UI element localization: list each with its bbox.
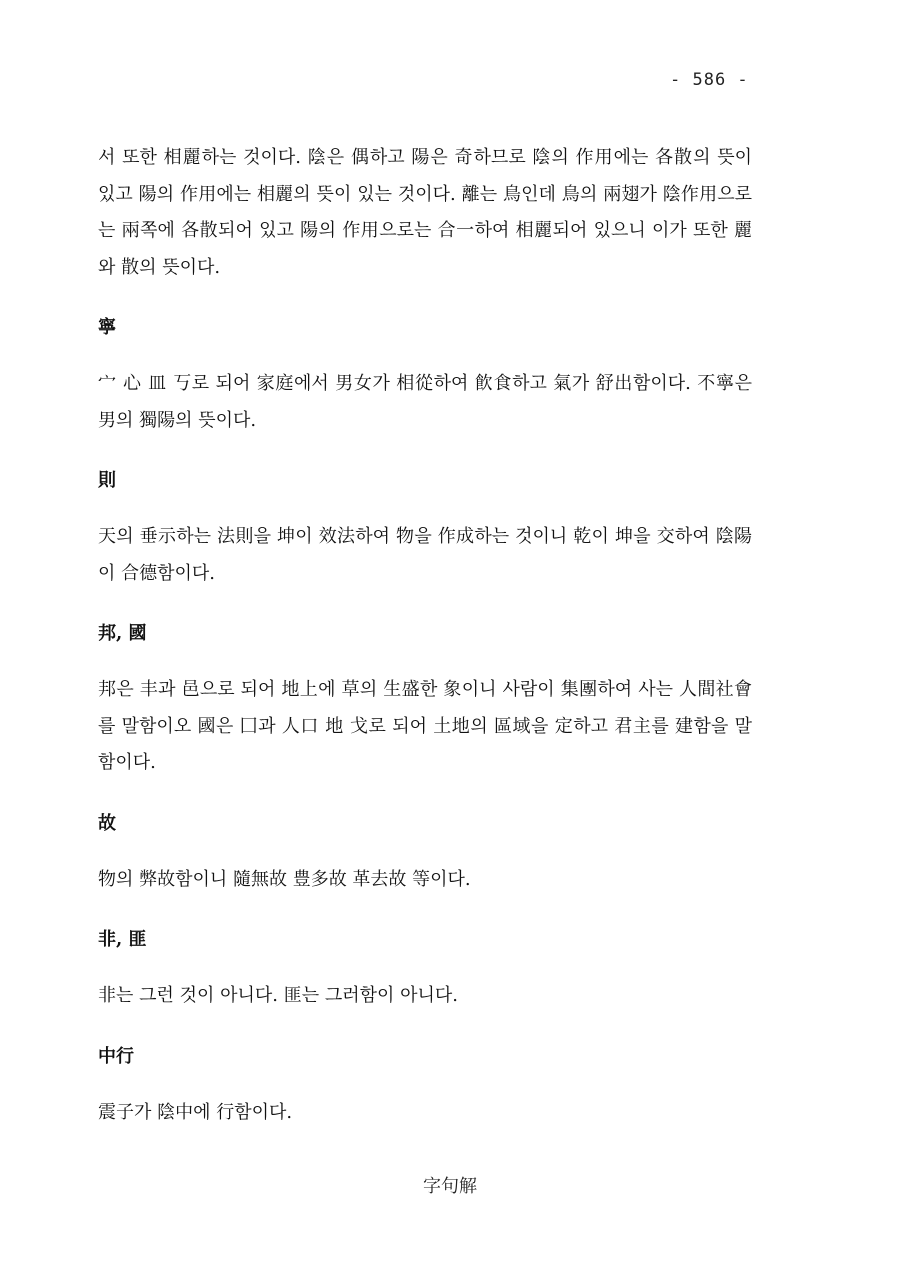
entry-heading: 故 xyxy=(98,812,116,834)
entry-body: 天의 垂示하는 法則을 坤이 效法하여 物을 作成하는 것이니 乾이 坤을 交하여 陰陽이 合德함이다. xyxy=(98,526,752,584)
entry-nyeong xyxy=(98,310,752,439)
entry-body: 物의 弊故함이니 隨無故 豊多故 革去故 等이다. xyxy=(98,868,471,890)
page-footer-title: 字句解 xyxy=(423,1176,477,1197)
entry-heading: 則 xyxy=(98,470,116,491)
entry-heading: 中行 xyxy=(98,1045,134,1067)
intro-paragraph: 서 또한 相麗하는 것이다. 陰은 偶하고 陽은 奇하므로 陰의 作用에는 各散의 뜻이 있고 陽의 作用에는 相麗의 뜻이 있는 것이다. 離는 鳥인데 鳥의 兩翅가 陰作用으로는 兩쪽에 各散되어 있고 陽의 作用으로는 合一하여 相麗되어 있으니 이가 또한 麗와 散의 뜻이다. xyxy=(98,147,752,278)
entry-heading: 非, 匪 xyxy=(98,929,147,950)
entry-body: 震子가 陰中에 行함이다. xyxy=(98,1101,293,1123)
entry-body: 宀 心 皿 丂로 되어 家庭에서 男女가 相從하여 飮食하고 氣가 舒出함이다. 不寧은 男의 獨陽의 뜻이다. xyxy=(98,373,752,431)
page-number: - 586 - xyxy=(670,70,749,90)
entry-go xyxy=(98,806,752,899)
entry-chik xyxy=(98,463,752,592)
entry-bang-guk xyxy=(98,616,752,782)
entry-junghaeng xyxy=(98,1039,752,1132)
entry-body: 非는 그런 것이 아니다. 匪는 그러함이 아니다. xyxy=(98,985,458,1006)
entry-heading: 邦, 國 xyxy=(98,623,147,644)
page-content xyxy=(98,140,752,1131)
entry-body: 邦은 丰과 邑으로 되어 地上에 草의 生盛한 象이니 사람이 集團하여 사는 人間社會를 말함이오 國은 囗과 人口 地 戈로 되어 土地의 區域을 定하고 君主를 建함을 말함이다. xyxy=(98,679,752,773)
entry-bi xyxy=(98,922,752,1015)
entry-heading: 寧 xyxy=(98,317,116,338)
